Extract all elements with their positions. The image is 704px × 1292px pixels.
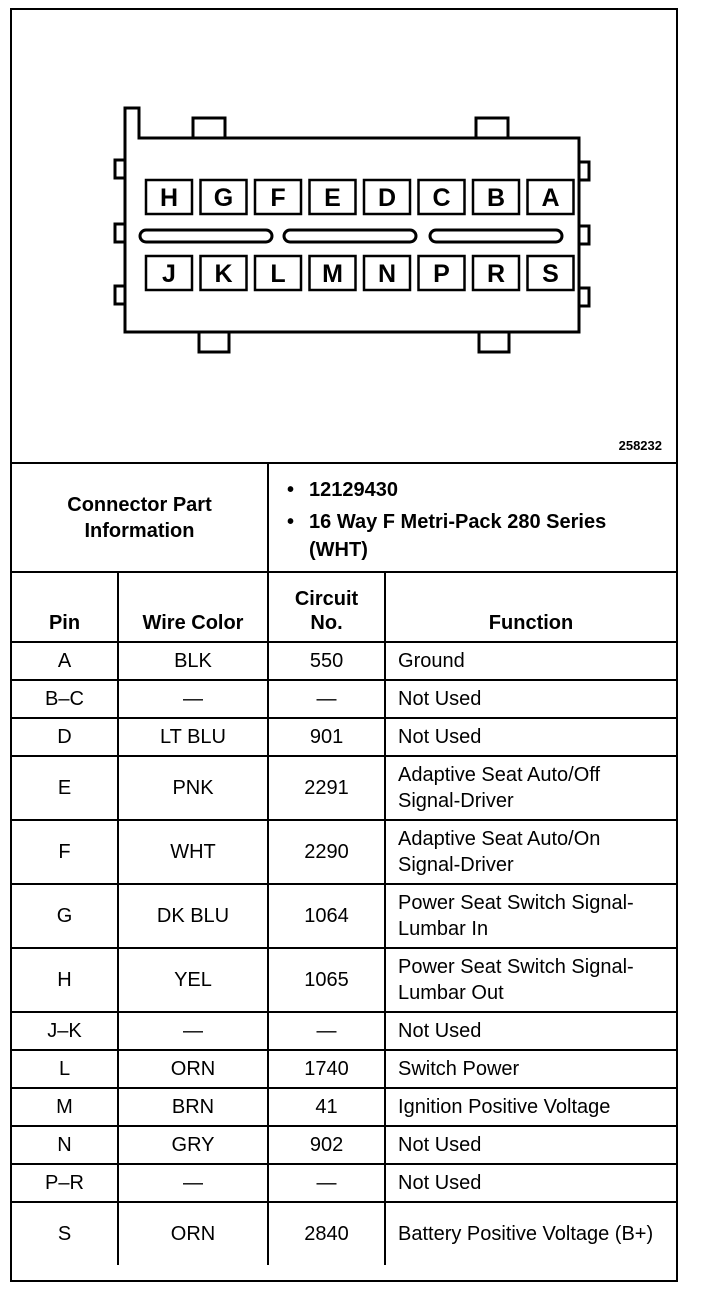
wire-color-cell: DK BLU <box>118 884 268 948</box>
function-cell: Switch Power <box>385 1050 676 1088</box>
pin-cell: E <box>12 756 118 820</box>
wire-color-cell: PNK <box>118 756 268 820</box>
wire-color-cell: BLK <box>118 642 268 680</box>
part-number: • 12129430 <box>309 476 664 504</box>
wire-color-cell: — <box>118 680 268 718</box>
pin-cell: B–C <box>12 680 118 718</box>
wire-color-cell: ORN <box>118 1202 268 1265</box>
side-tab-left-3 <box>115 286 125 304</box>
figure-number: 258232 <box>618 438 662 453</box>
circuit-cell: 41 <box>268 1088 385 1126</box>
function-cell: Battery Positive Voltage (B+) <box>385 1202 676 1265</box>
circuit-cell: 1740 <box>268 1050 385 1088</box>
circuit-cell: 550 <box>268 642 385 680</box>
function-header: Function <box>385 572 676 642</box>
connector-pinout-table <box>12 462 676 1265</box>
table-row <box>12 1088 676 1126</box>
pin-label-a: A <box>541 184 560 212</box>
pin-label-s: S <box>542 260 559 288</box>
circuit-cell: — <box>268 1012 385 1050</box>
circuit-cell: 2290 <box>268 820 385 884</box>
circuit-header-text: Circuit No. <box>294 588 359 634</box>
pin-label-r: R <box>486 260 506 288</box>
pin-label-c: C <box>432 184 451 212</box>
function-cell: Not Used <box>385 1164 676 1202</box>
table-row <box>12 642 676 680</box>
wire-color-cell: WHT <box>118 820 268 884</box>
table-row <box>12 1050 676 1088</box>
side-tab-right-3 <box>579 288 589 306</box>
connector-face-drawing <box>12 10 676 462</box>
pin-cell: F <box>12 820 118 884</box>
circuit-cell: 2291 <box>268 756 385 820</box>
pin-cell: M <box>12 1088 118 1126</box>
function-cell: Ground <box>385 642 676 680</box>
top-pin-row <box>146 180 574 214</box>
circuit-cell: — <box>268 680 385 718</box>
table-row <box>12 884 676 948</box>
wire-color-cell: LT BLU <box>118 718 268 756</box>
function-cell: Not Used <box>385 718 676 756</box>
pin-label-p: P <box>433 260 450 288</box>
function-cell: Not Used <box>385 1012 676 1050</box>
wire-color-cell: — <box>118 1012 268 1050</box>
pin-label-m: M <box>322 260 343 288</box>
pin-label-j: J <box>162 260 176 288</box>
table-row <box>12 680 676 718</box>
pin-label-d: D <box>377 184 397 212</box>
pin-label-h: H <box>159 184 179 212</box>
function-cell: Adaptive Seat Auto/On Signal-Driver <box>385 820 676 884</box>
pin-label-l: L <box>270 260 286 288</box>
pin-cell: S <box>12 1202 118 1265</box>
latch-tab-top-left <box>193 118 225 138</box>
connector-housing <box>125 108 579 332</box>
pinout-rows <box>12 642 676 1265</box>
side-tab-right-2 <box>579 226 589 244</box>
table-row <box>12 756 676 820</box>
latch-tab-bottom-right <box>479 332 509 352</box>
circuit-cell: 1064 <box>268 884 385 948</box>
connector-diagram <box>12 10 676 464</box>
pin-label-g: G <box>213 184 234 212</box>
side-tab-left-2 <box>115 224 125 242</box>
wire-color-cell: YEL <box>118 948 268 1012</box>
table-row <box>12 1164 676 1202</box>
key-slot-left <box>140 230 272 242</box>
table-row <box>12 948 676 1012</box>
latch-tab-top-right <box>476 118 508 138</box>
circuit-cell: 902 <box>268 1126 385 1164</box>
table-row <box>12 1126 676 1164</box>
pin-label-f: F <box>270 184 286 212</box>
function-cell: Power Seat Switch Signal-Lumbar Out <box>385 948 676 1012</box>
pin-label-k: K <box>214 260 233 288</box>
connector-sheet <box>10 8 678 1282</box>
connector-series: • 16 Way F Metri-Pack 280 Series (WHT) <box>309 508 664 564</box>
pin-cell: G <box>12 884 118 948</box>
side-tab-left-1 <box>115 160 125 178</box>
table-row <box>12 1202 676 1265</box>
function-cell: Not Used <box>385 680 676 718</box>
bottom-pin-row <box>146 256 574 290</box>
wire-color-cell: BRN <box>118 1088 268 1126</box>
pin-cell: L <box>12 1050 118 1088</box>
wire-color-header: Wire Color <box>118 572 268 642</box>
key-slot-center <box>284 230 416 242</box>
part-info-label: Connector Part Information <box>12 463 268 572</box>
circuit-cell: 2840 <box>268 1202 385 1265</box>
circuit-cell: 901 <box>268 718 385 756</box>
latch-tab-bottom-left <box>199 332 229 352</box>
pin-cell: J–K <box>12 1012 118 1050</box>
table-row <box>12 718 676 756</box>
wire-color-cell: ORN <box>118 1050 268 1088</box>
circuit-cell: — <box>268 1164 385 1202</box>
table-row <box>12 820 676 884</box>
function-cell: Adaptive Seat Auto/Off Signal-Driver <box>385 756 676 820</box>
table-row <box>12 1012 676 1050</box>
pin-cell: H <box>12 948 118 1012</box>
circuit-header <box>268 572 385 642</box>
header-row <box>12 572 676 642</box>
function-cell: Not Used <box>385 1126 676 1164</box>
pin-header: Pin <box>12 572 118 642</box>
part-info-row <box>12 463 676 572</box>
wire-color-cell: GRY <box>118 1126 268 1164</box>
function-cell: Power Seat Switch Signal-Lumbar In <box>385 884 676 948</box>
pin-label-n: N <box>377 260 397 288</box>
part-info-details <box>268 463 676 572</box>
side-tab-right-1 <box>579 162 589 180</box>
pin-label-b: B <box>486 184 506 212</box>
pin-cell: D <box>12 718 118 756</box>
pin-cell: N <box>12 1126 118 1164</box>
circuit-cell: 1065 <box>268 948 385 1012</box>
wire-color-cell: — <box>118 1164 268 1202</box>
key-slot-right <box>430 230 562 242</box>
pin-label-e: E <box>324 184 341 212</box>
function-cell: Ignition Positive Voltage <box>385 1088 676 1126</box>
pin-cell: P–R <box>12 1164 118 1202</box>
pin-cell: A <box>12 642 118 680</box>
